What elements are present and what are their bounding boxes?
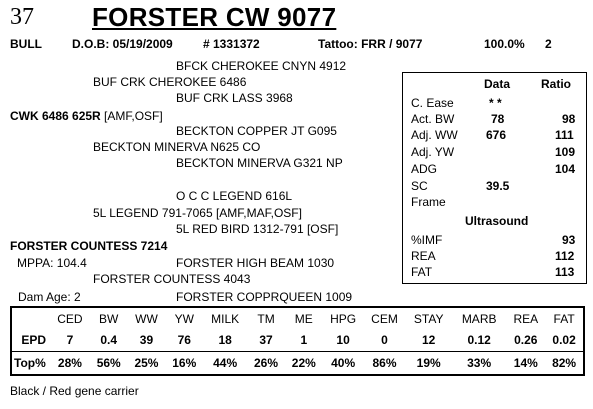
top-marb: 33% — [452, 352, 506, 374]
calving-ease-label: C. Ease — [411, 96, 454, 110]
dam: FORSTER COUNTESS 7214 — [10, 239, 168, 253]
top-hpg: 40% — [323, 352, 364, 374]
fat-ratio: 113 — [555, 265, 575, 279]
dam-age: Dam Age: 2 — [18, 290, 81, 304]
yearling-weight-label: Adj. YW — [411, 145, 455, 159]
fat-label: FAT — [411, 265, 433, 279]
sire-sire-dam: BUF CRK LASS 3968 — [176, 91, 293, 105]
sire-name: CWK 6486 625R — [10, 109, 101, 123]
epd-header-bw: BW — [99, 311, 119, 326]
rea-label: REA — [411, 249, 436, 263]
birth-weight-ratio: 98 — [562, 112, 576, 126]
top-me: 22% — [285, 352, 323, 374]
top-stay: 19% — [405, 352, 451, 374]
epd-header-hpg: HPG — [330, 311, 357, 326]
top-percent-row — [12, 352, 583, 374]
weaning-weight-ratio: 111 — [555, 128, 574, 142]
epd-header-cem: CEM — [371, 311, 398, 326]
number: 2 — [545, 37, 552, 51]
epd-value-hpg: 10 — [336, 333, 350, 348]
lot-number: 37 — [10, 4, 34, 30]
top-rea: 14% — [506, 352, 545, 374]
sire-dam: BECKTON MINERVA N625 CO — [93, 140, 261, 154]
top-bw: 56% — [90, 352, 128, 374]
epd-header-stay: STAY — [413, 311, 444, 326]
sire-sire-sire: BFCK CHEROKEE CNYN 4912 — [176, 59, 347, 73]
epd-header-ced: CED — [57, 311, 83, 326]
dob: D.O.B: 05/19/2009 — [72, 37, 173, 51]
epd-value-ced: 7 — [66, 333, 74, 348]
dam-dam: FORSTER COUNTESS 4043 — [93, 272, 251, 286]
epd-header-ww: WW — [135, 311, 158, 326]
top-percent-label: Top% — [12, 352, 50, 374]
epd-row-label: EPD — [21, 333, 46, 348]
data-header: Data — [484, 77, 511, 91]
epd-header-yw: YW — [174, 311, 194, 326]
sire-dam-sire: BECKTON COPPER JT G095 — [176, 124, 337, 138]
scrotal-data: 39.5 — [486, 179, 510, 193]
epd-value-marb: 0.12 — [467, 333, 491, 348]
epd-value-me: 1 — [300, 333, 308, 348]
dam-sire-sire: O C C LEGEND 616L — [176, 189, 293, 203]
sire-sire: BUF CRK CHEROKEE 6486 — [93, 75, 247, 89]
adg-ratio: 104 — [555, 162, 576, 176]
dam-dam-sire: FORSTER HIGH BEAM 1030 — [176, 256, 335, 270]
ultrasound-header: Ultrasound — [465, 214, 529, 228]
percent: 100.0% — [484, 37, 525, 51]
epd-value-stay: 12 — [422, 333, 436, 348]
birth-weight-data: 78 — [491, 112, 505, 126]
epd-value-cem: 0 — [381, 333, 388, 348]
weaning-weight-label: Adj. WW — [411, 128, 458, 142]
epd-header-tm: TM — [257, 311, 275, 326]
top-yw: 16% — [165, 352, 203, 374]
epd-value-ww: 39 — [139, 333, 154, 348]
epd-value-bw: 0.4 — [100, 333, 118, 348]
epd-value-yw: 76 — [177, 333, 191, 348]
dam-sire: 5L LEGEND 791-7065 [AMF,MAF,OSF] — [93, 206, 302, 220]
imf-ratio: 93 — [562, 233, 576, 247]
sire — [10, 107, 163, 125]
epd-header-milk: MILK — [211, 311, 240, 326]
animal-name: FORSTER CW 9077 — [92, 2, 337, 32]
yearling-weight-ratio: 109 — [555, 145, 576, 159]
birth-weight-label: Act. BW — [411, 112, 455, 126]
epd-value-fat: 0.02 — [552, 333, 576, 348]
adg-label: ADG — [411, 162, 438, 176]
top-ww: 25% — [128, 352, 166, 374]
sire-dam-dam: BECKTON MINERVA G321 NP — [176, 156, 343, 170]
gene-carrier-note: Black / Red gene carrier — [10, 384, 139, 398]
top-cem: 86% — [364, 352, 406, 374]
epd-value-row — [12, 329, 583, 351]
sire-tag: [AMF,OSF] — [100, 109, 163, 123]
top-tm: 26% — [247, 352, 285, 374]
weaning-weight-data: 676 — [486, 128, 507, 142]
imf-label: %IMF — [411, 233, 443, 247]
calving-ease-data: * * — [489, 96, 502, 110]
top-fat: 82% — [545, 352, 583, 374]
epd-header-rea: REA — [513, 311, 539, 326]
dam-sire-dam: 5L RED BIRD 1312-791 [OSF] — [176, 222, 339, 236]
rea-ratio: 112 — [555, 249, 575, 263]
epd-header-me: ME — [294, 311, 313, 326]
mppa: MPPA: 104.4 — [17, 256, 87, 270]
epd-value-tm: 37 — [259, 333, 273, 348]
epd-table — [10, 306, 585, 376]
tattoo: Tattoo: FRR / 9077 — [318, 37, 423, 51]
ratio-header: Ratio — [541, 77, 571, 91]
epd-header-fat: FAT — [553, 311, 575, 326]
top-ced: 28% — [50, 352, 90, 374]
frame-label: Frame — [411, 195, 446, 209]
epd-header-row — [12, 308, 583, 329]
sex-label: BULL — [10, 37, 42, 51]
registration-number: # 1331372 — [203, 37, 260, 51]
top-milk: 44% — [203, 352, 247, 374]
epd-value-rea: 0.26 — [514, 333, 538, 348]
epd-header-marb: MARB — [461, 311, 497, 326]
scrotal-label: SC — [411, 179, 428, 193]
dam-dam-dam: FORSTER COPPRQUEEN 1009 — [176, 290, 353, 304]
epd-value-milk: 18 — [218, 333, 232, 348]
